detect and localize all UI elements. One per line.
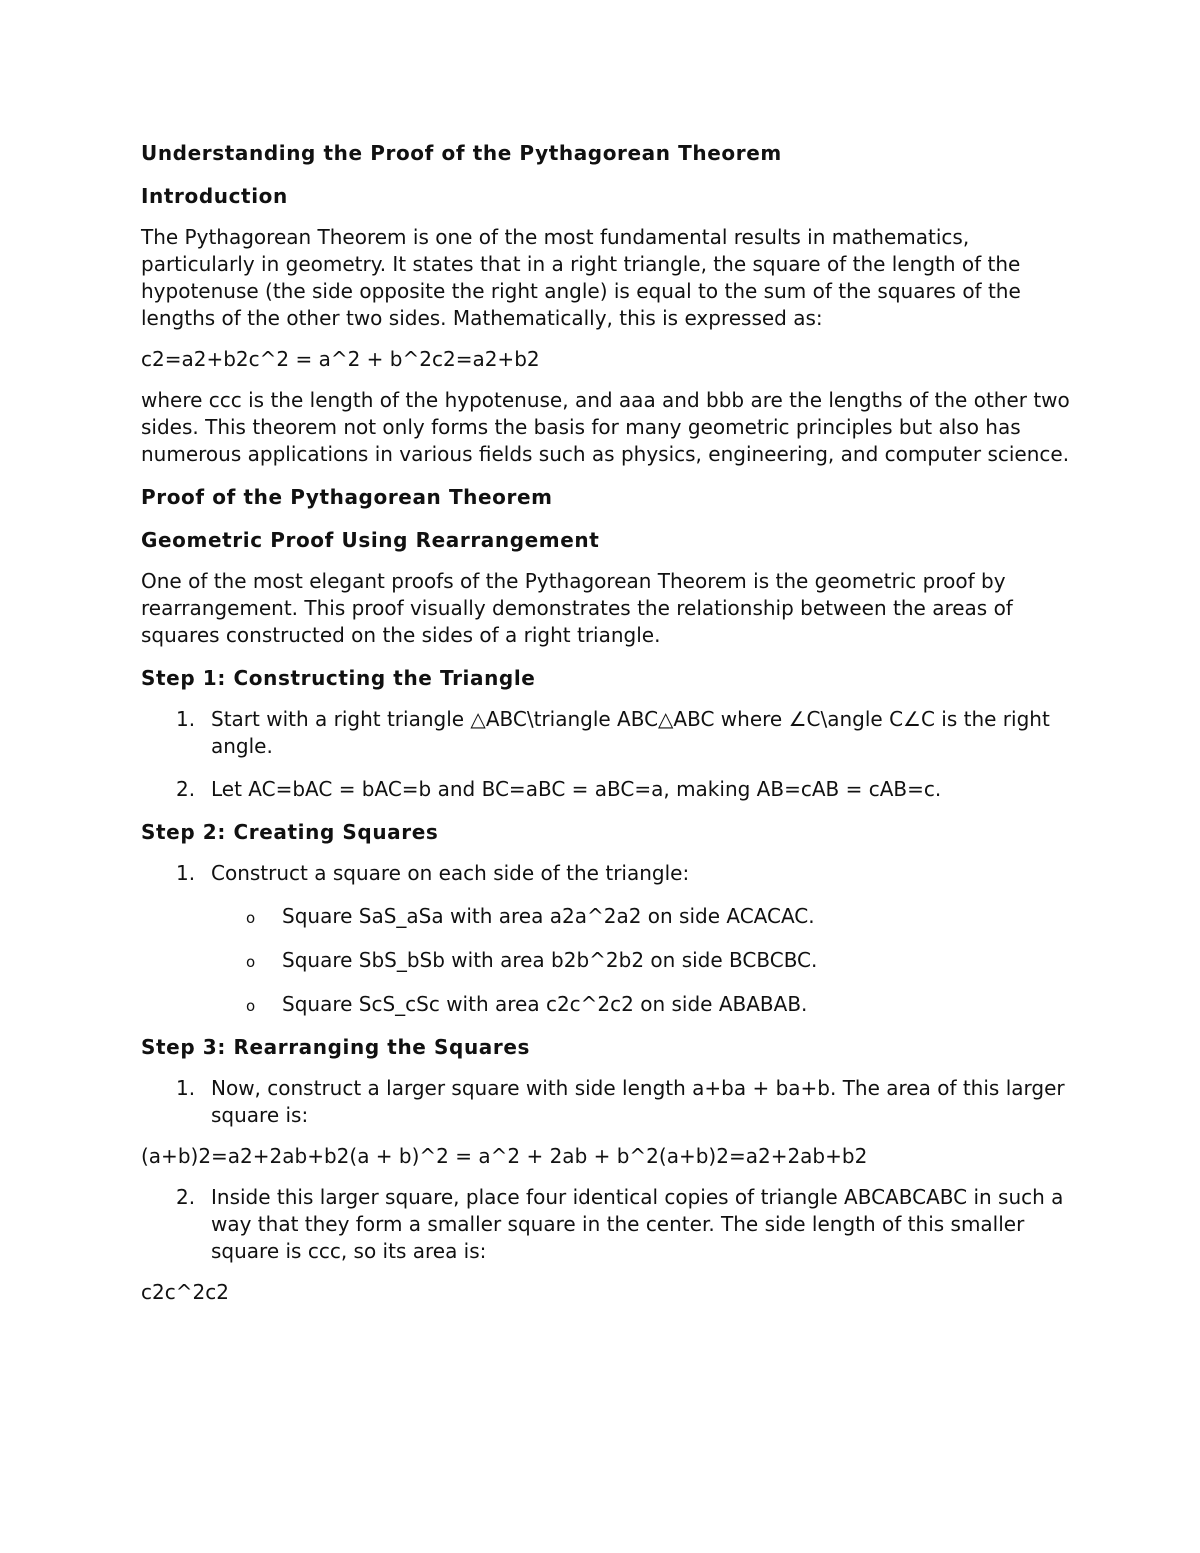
proof-paragraph: One of the most elegant proofs of the Pythagorean Theorem is the geometric proof by rearrangement. This proof visually demonstrates the relationship between the areas of squares constructed on the sides of a right triangle. bbox=[141, 569, 1013, 647]
list-item bbox=[141, 860, 1071, 1018]
list-item-text: Let AC=bAC = bAC=b and BC=aBC = aBC=a, making AB=cAB = cAB=c. bbox=[211, 777, 942, 801]
bullet-icon: o bbox=[246, 909, 256, 927]
list-item bbox=[141, 706, 1071, 760]
list-item bbox=[141, 1184, 1071, 1265]
list-item-text: Now, construct a larger square with side length a+ba + ba+b. The area of this larger square is: bbox=[211, 1076, 1065, 1127]
squares-sublist bbox=[211, 903, 1071, 1018]
list-item-text: Construct a square on each side of the triangle: bbox=[211, 861, 690, 885]
list-item-text: Inside this larger square, place four identical copies of triangle ABCABCABC in such a way that they form a smaller square in the center. The side length of this smaller square is ccc, so its area is: bbox=[211, 1185, 1064, 1263]
bullet-icon: o bbox=[246, 997, 256, 1015]
list-number: 2. bbox=[176, 777, 196, 801]
step1-list bbox=[141, 706, 1071, 803]
step2-heading: Step 2: Creating Squares bbox=[141, 820, 439, 844]
introduction-paragraph-2: where ccc is the length of the hypotenuse, and aaa and bbb are the lengths of the other two sides. This theorem not only forms the basis for many geometric principles but also has numerous applications in various fields such as physics, engineering, and computer science. bbox=[141, 388, 1070, 466]
introduction-heading: Introduction bbox=[141, 184, 288, 208]
sublist-item bbox=[141, 947, 1071, 974]
step2-list bbox=[141, 860, 1071, 1018]
sublist-item bbox=[141, 903, 1071, 930]
step1-heading: Step 1: Constructing the Triangle bbox=[141, 666, 536, 690]
pythagorean-equation: c2=a2+b2c^2 = a^2 + b^2c2=a2+b2 bbox=[141, 347, 540, 371]
document-title: Understanding the Proof of the Pythagorean Theorem bbox=[141, 141, 782, 165]
bullet-icon: o bbox=[246, 953, 256, 971]
list-number: 1. bbox=[176, 861, 196, 885]
sublist-item bbox=[141, 991, 1071, 1018]
smaller-square-area-equation: c2c^2c2 bbox=[141, 1280, 229, 1304]
step3-heading: Step 3: Rearranging the Squares bbox=[141, 1035, 531, 1059]
larger-square-area-equation: (a+b)2=a2+2ab+b2(a + b)^2 = a^2 + 2ab + b^2(a+b)2=a2+2ab+b2 bbox=[141, 1144, 868, 1168]
introduction-paragraph: The Pythagorean Theorem is one of the most fundamental results in mathematics, particularly in geometry. It states that in a right triangle, the square of the length of the hypotenuse (the side opposite the right angle) is equal to the sum of the squares of the lengths of the other two sides. Mathematically, this is expressed as: bbox=[141, 225, 1021, 330]
list-item bbox=[141, 776, 1071, 803]
step3-list-1 bbox=[141, 1075, 1071, 1129]
sublist-item-text: Square ScS_cSc with area c2c^2c2 on side ABABAB. bbox=[282, 992, 808, 1016]
geometric-proof-subheading: Geometric Proof Using Rearrangement bbox=[141, 528, 600, 552]
sublist-item-text: Square SaS_aSa with area a2a^2a2 on side ACACAC. bbox=[282, 904, 815, 928]
list-number: 1. bbox=[176, 707, 196, 731]
sublist-item-text: Square SbS_bSb with area b2b^2b2 on side BCBCBC. bbox=[282, 948, 818, 972]
list-number: 1. bbox=[176, 1076, 196, 1100]
list-number: 2. bbox=[176, 1185, 196, 1209]
list-item-text: Start with a right triangle △ABC\triangle ABC△ABC where ∠C\angle C∠C is the right angle. bbox=[211, 707, 1050, 758]
proof-heading: Proof of the Pythagorean Theorem bbox=[141, 485, 553, 509]
document-page bbox=[141, 138, 1071, 1320]
step3-list-2 bbox=[141, 1184, 1071, 1265]
list-item bbox=[141, 1075, 1071, 1129]
